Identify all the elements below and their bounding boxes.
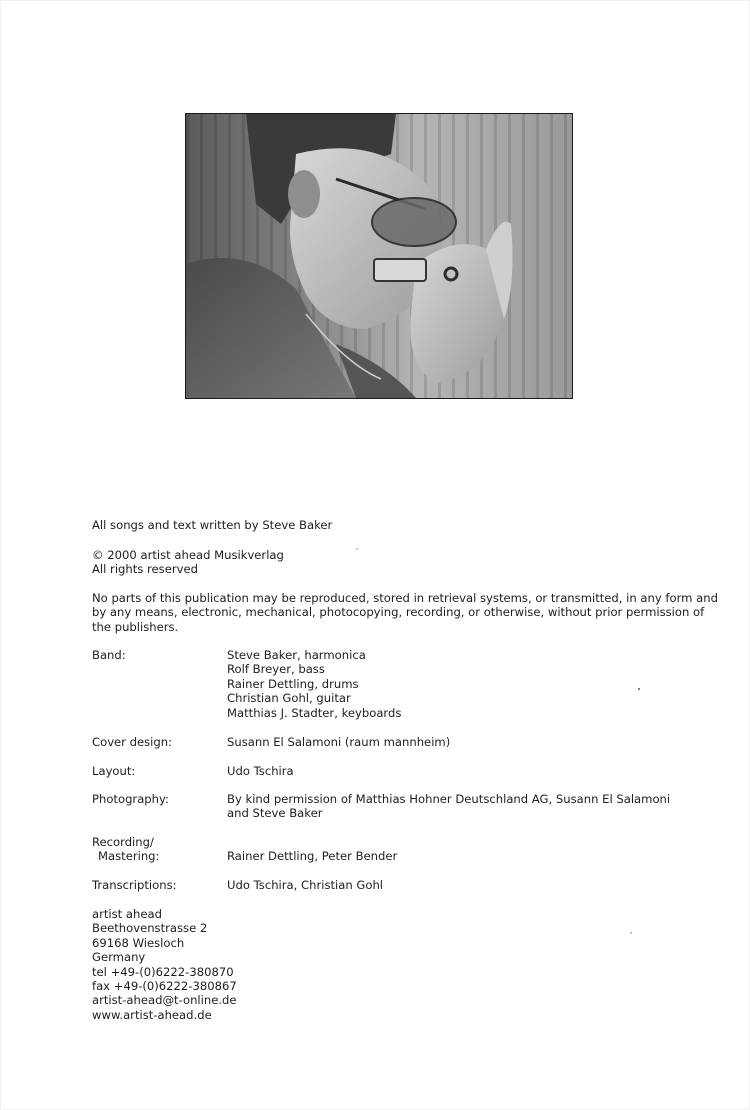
- publisher-city: 69168 Wiesloch: [92, 935, 185, 950]
- scan-speck: [638, 688, 640, 690]
- publisher-country: Germany: [92, 950, 146, 965]
- photography-line: and Steve Baker: [227, 806, 323, 821]
- band-member: Rainer Dettling, drums: [227, 676, 359, 691]
- publisher-phone: tel +49-(0)6222-380870: [92, 964, 234, 979]
- credit-label-recording: [92, 835, 227, 864]
- recording-label-line: Recording/: [92, 835, 154, 849]
- credit-label-transcriptions: Transcriptions:: [92, 878, 177, 892]
- reproduction-disclaimer: [92, 591, 722, 634]
- credit-value-layout: Udo Tschira: [227, 764, 294, 778]
- publisher-name: artist ahead: [92, 907, 162, 921]
- band-member: Rolf Breyer, bass: [227, 662, 325, 677]
- authorship-line: All songs and text written by Steve Baker: [92, 518, 333, 532]
- rights-reserved-line: All rights reserved: [92, 562, 198, 577]
- publisher-fax: fax +49-(0)6222-380867: [92, 979, 237, 994]
- publisher-email: artist-ahead@t-online.de: [92, 993, 237, 1008]
- band-member: Matthias J. Stadter, keyboards: [227, 705, 402, 720]
- credit-value-photography: [227, 792, 717, 821]
- publisher-street: Beethovenstrasse 2: [92, 921, 208, 936]
- band-members-list: [227, 648, 717, 720]
- mastering-label-line: Mastering:: [98, 849, 160, 864]
- band-member: Christian Gohl, guitar: [227, 691, 351, 706]
- photography-line: By kind permission of Matthias Hohner Deutschland AG, Susann El Salamoni: [227, 792, 671, 806]
- copyright-notice: [92, 548, 722, 577]
- credit-label-photography: Photography:: [92, 792, 169, 806]
- band-member: Steve Baker, harmonica: [227, 648, 366, 662]
- authorship-note: [92, 518, 722, 532]
- credit-value-cover-design: Susann El Salamoni (raum mannheim): [227, 735, 451, 749]
- disclaimer-text: No parts of this publication may be reproduced, stored in retrieval systems, or transmitted, in any form and by any means, electronic, mechanical, photocopying, recording, or otherwise, without prior permission of the publishers.: [92, 591, 718, 634]
- credit-label-cover-design: Cover design:: [92, 735, 173, 749]
- publisher-website: www.artist-ahead.de: [92, 1007, 212, 1022]
- scan-speck: [356, 548, 358, 550]
- credit-label-band: Band:: [92, 648, 126, 662]
- credit-value-transcriptions: Udo Tschira, Christian Gohl: [227, 878, 384, 892]
- harmonica-player-photo: [185, 113, 573, 399]
- scan-speck: [630, 932, 632, 934]
- copyright-line: © 2000 artist ahead Musikverlag: [92, 548, 284, 562]
- publisher-address: [92, 907, 722, 1022]
- credit-value-recording: Rainer Dettling, Peter Bender: [227, 849, 398, 864]
- credit-label-layout: Layout:: [92, 764, 136, 778]
